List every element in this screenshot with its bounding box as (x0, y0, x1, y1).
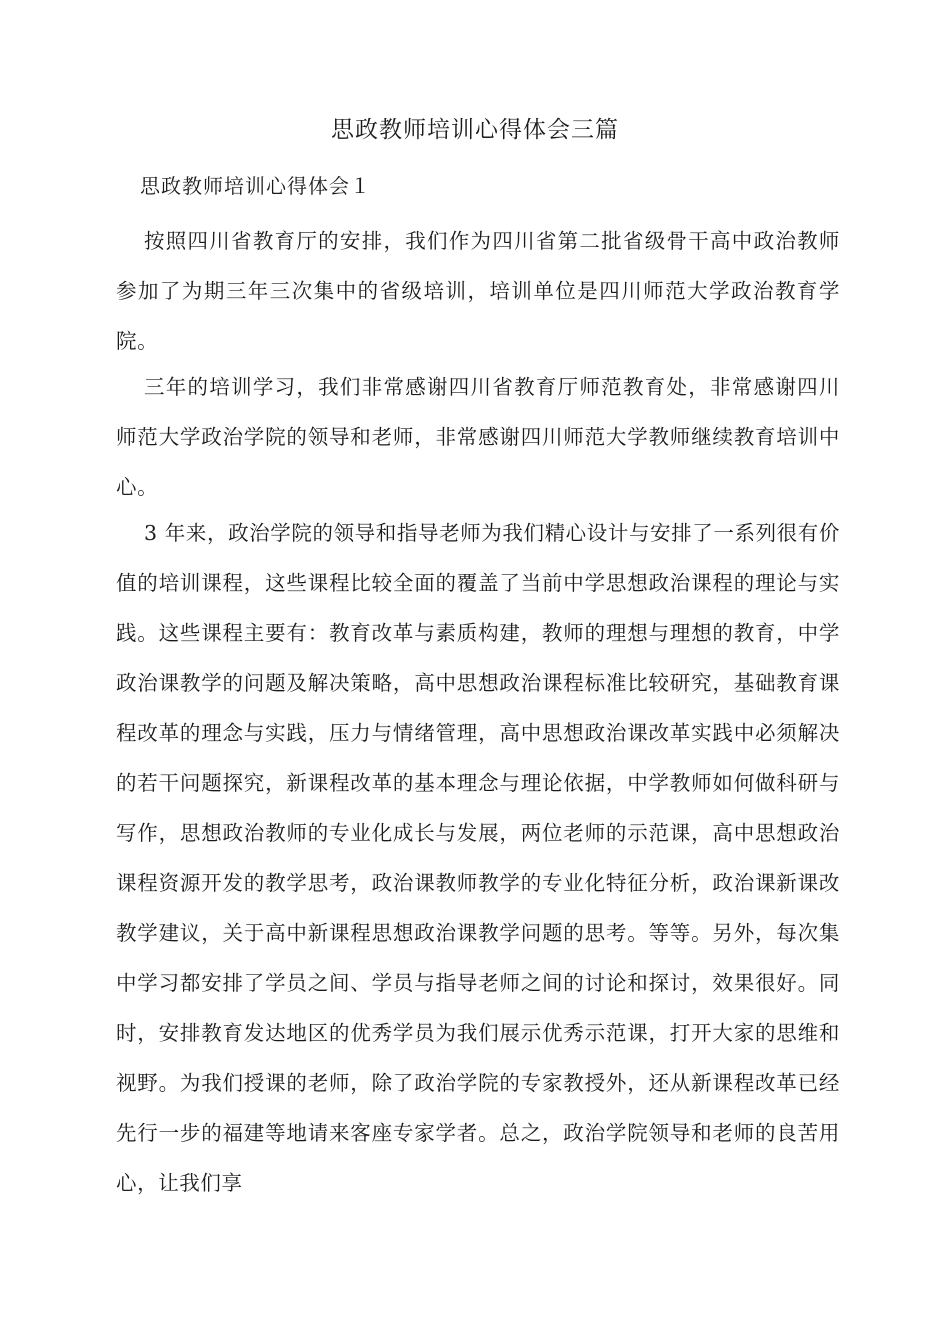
paragraph-3: 3 年来，政治学院的领导和指导老师为我们精心设计与安排了一系列很有价值的培训课程，这些课程比较全面的覆盖了当前中学思想政治课程的理论与实践。这些课程主要有：教育改革与素质构建，教师的理想与理想的教育，中学政治课教学的问题及解决策略，高中思想政治课程标准比较研究，基础教育课程改革的理念与实践，压力与情绪管理，高中思想政治课改革实践中必须解决的若干问题探究，新课程改革的基本理念与理论依据，中学教师如何做科研与写作，思想政治教师的专业化成长与发展，两位老师的示范课，高中思想政治课程资源开发的教学思考，政治课教师教学的专业化特征分析，政治课新课改教学建议，关于高中新课程思想政治课教学问题的思考。等等。另外，每次集中学习都安排了学员之间、学员与指导老师之间的讨论和探讨，效果很好。同时，安排教育发达地区的优秀学员为我们展示优秀示范课，打开大家的思维和视野。为我们授课的老师，除了政治学院的专家教授外，还从新课程改革已经先行一步的福建等地请来客座专家学者。总之，政治学院领导和老师的良苦用心，让我们享 (116, 521, 840, 1195)
section-heading: 思政教师培训心得体会１ (140, 174, 371, 198)
paragraph-2: 三年的培训学习，我们非常感谢四川省教育厅师范教育处，非常感谢四川师范大学政治学院的领导和老师，非常感谢四川师范大学教师继续教育培训中心。 (116, 375, 840, 499)
document-title: 思政教师培训心得体会三篇 (331, 117, 619, 143)
paragraph-1: 按照四川省教育厅的安排，我们作为四川省第二批省级骨干高中政治教师参加了为期三年三次集中的省级培训，培训单位是四川师范大学政治教育学院。 (116, 229, 840, 353)
